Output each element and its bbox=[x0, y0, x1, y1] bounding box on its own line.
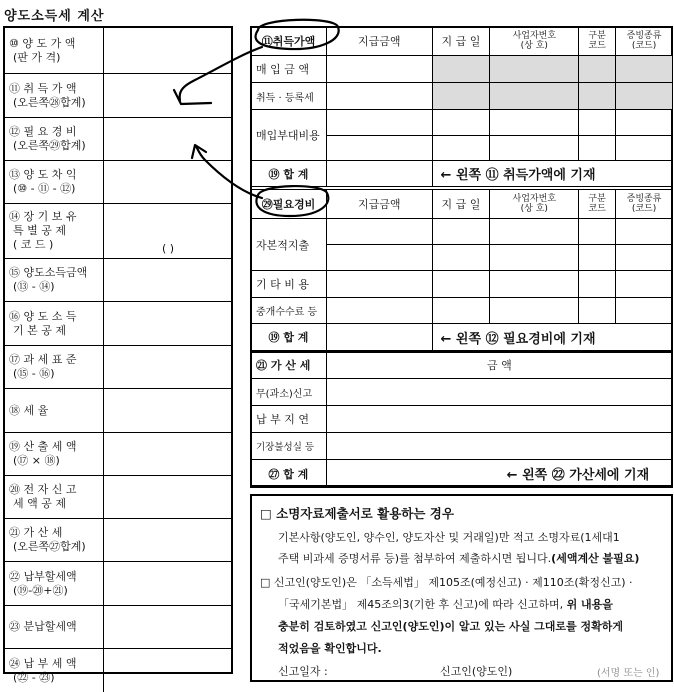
page-title: 양도소득세 계산 bbox=[4, 9, 105, 24]
signer-label: 신고인(양도인) bbox=[440, 665, 513, 678]
col-proof: 증빙종류 (코드) bbox=[616, 27, 673, 56]
exp-note: ← 왼쪽 ⑫ 필요경비에 기재 bbox=[432, 324, 672, 351]
left-row-value[interactable]: ( ) bbox=[161, 242, 175, 255]
notice-heading: □ 소명자료제출서로 활용하는 경우 bbox=[260, 506, 454, 521]
arrow-expense bbox=[196, 146, 262, 198]
arrow-acquisition bbox=[180, 47, 262, 100]
exp-row-label: 기 타 비 용 bbox=[251, 271, 327, 298]
notice-box: □ 소명자료제출서로 활용하는 경우 기본사항(양도인, 양수인, 양도자산 및 거래일)만 적고 소명자료(1세대1 주택 비과세 증명서류 등)를 첨부하여 제출하시면 됩니다.(세액계산 불필요) □ 신고인(양도인)은 「소득세법」 제105조(예정신고) · 제110조(확정신고) · 「국세기본법」 제45조의3(기한 후 신고)에 따라 신고하며, 위 내용을 충분히 검토하였고 신고인(양도인)이 알고 있는 사실 그대로를 정확하게 적었음을 확인합니다. 신고일자 : 신고인(양도인) (서명 또는 인) bbox=[250, 494, 673, 682]
sign-hint: (서명 또는 인) bbox=[597, 668, 660, 679]
left-row-label: ㉒ 납부할세액 (⑲-⑳+㉑) bbox=[5, 562, 104, 605]
left-row-label: ⑱ 세 율 bbox=[5, 389, 104, 432]
circle-expense bbox=[256, 186, 328, 216]
acq-row-label: 매입부대비용 bbox=[251, 110, 327, 161]
penalty-note: ← 왼쪽 ㉒ 가산세에 기재 bbox=[326, 460, 672, 488]
exp-row-label: 중개수수료 등 bbox=[251, 298, 327, 324]
penalty-amount-header: 금 액 bbox=[326, 352, 672, 379]
left-row-label: ㉓ 분납할세액 bbox=[5, 606, 104, 648]
col-pay-date: 지 급 일 bbox=[432, 27, 490, 56]
left-row-label: ⑰ 과 세 표 준 (⑮ - ⑯) bbox=[5, 346, 104, 388]
expense-header: ㉙필요경비 bbox=[251, 190, 327, 219]
left-row-label: ⑩ 양 도 가 액 (판 가 격) bbox=[5, 28, 104, 73]
left-row-label: ⑫ 필 요 경 비 (오른쪽㉙합계) bbox=[5, 118, 104, 160]
col-pay-amount: 지급금액 bbox=[326, 27, 432, 56]
exp-total-label: ⑲ 합 계 bbox=[251, 324, 327, 351]
exp-row-label: 자본적지출 bbox=[251, 219, 327, 271]
left-row-label: ⑲ 산 출 세 액 (⑰ × ⑱) bbox=[5, 433, 104, 475]
penalty-row-label: 납 부 지 연 bbox=[251, 406, 327, 433]
col-gubun: 구분 코드 bbox=[579, 27, 616, 56]
left-row-label: ㉑ 가 산 세 (오른쪽㉗합계) bbox=[5, 519, 104, 561]
acq-row-label: 취득 · 등록세 bbox=[251, 83, 327, 110]
report-date-label: 신고일자 : bbox=[278, 665, 328, 678]
left-row-label: ⑪ 취 득 가 액 (오른쪽㉘합계) bbox=[5, 74, 104, 117]
acq-total-label: ⑲ 합 계 bbox=[251, 161, 327, 187]
penalty-total-label: ㉗ 합 계 bbox=[251, 460, 327, 488]
left-row-label: ⑭ 장 기 보 유 특 별 공 제 ( 코 드 ) bbox=[5, 204, 104, 258]
left-row-label: ⑬ 양 도 차 익 (⑩ - ⑪ - ⑫) bbox=[5, 161, 104, 203]
acq-note: ← 왼쪽 ⑪ 취득가액에 기재 bbox=[432, 161, 672, 187]
circle-acquisition bbox=[256, 20, 339, 49]
penalty-header: ㉑ 가 산 세 bbox=[251, 352, 327, 379]
acquisition-header: ⑪취득가액 bbox=[251, 27, 327, 56]
left-row-label: ㉔ 납 부 세 액 (㉒ - ㉓) bbox=[5, 649, 104, 692]
penalty-row-label: 무(과소)신고 bbox=[251, 379, 327, 406]
penalty-row-label: 기장불성실 등 bbox=[251, 433, 327, 460]
left-row-label: ⑮ 양도소득금액 (⑬ - ⑭) bbox=[5, 259, 104, 301]
left-row-label: ⑳ 전 자 신 고 세 액 공 제 bbox=[5, 476, 104, 518]
acq-row-label: 매 입 금 액 bbox=[251, 56, 327, 83]
expense-table: ㉙필요경비 지급금액 지 급 일 사업자번호 (상 호) 구분 코드 증빙종류 (코드) 자본적지출 기 타 비 용 중개수수료 등 ⑲ 합 계 ← 왼쪽 ⑫ 필요경비에 기재 bbox=[250, 189, 673, 351]
col-bizno: 사업자번호 (상 호) bbox=[490, 27, 579, 56]
left-row-label: ⑯ 양 도 소 득 기 본 공 제 bbox=[5, 302, 104, 345]
